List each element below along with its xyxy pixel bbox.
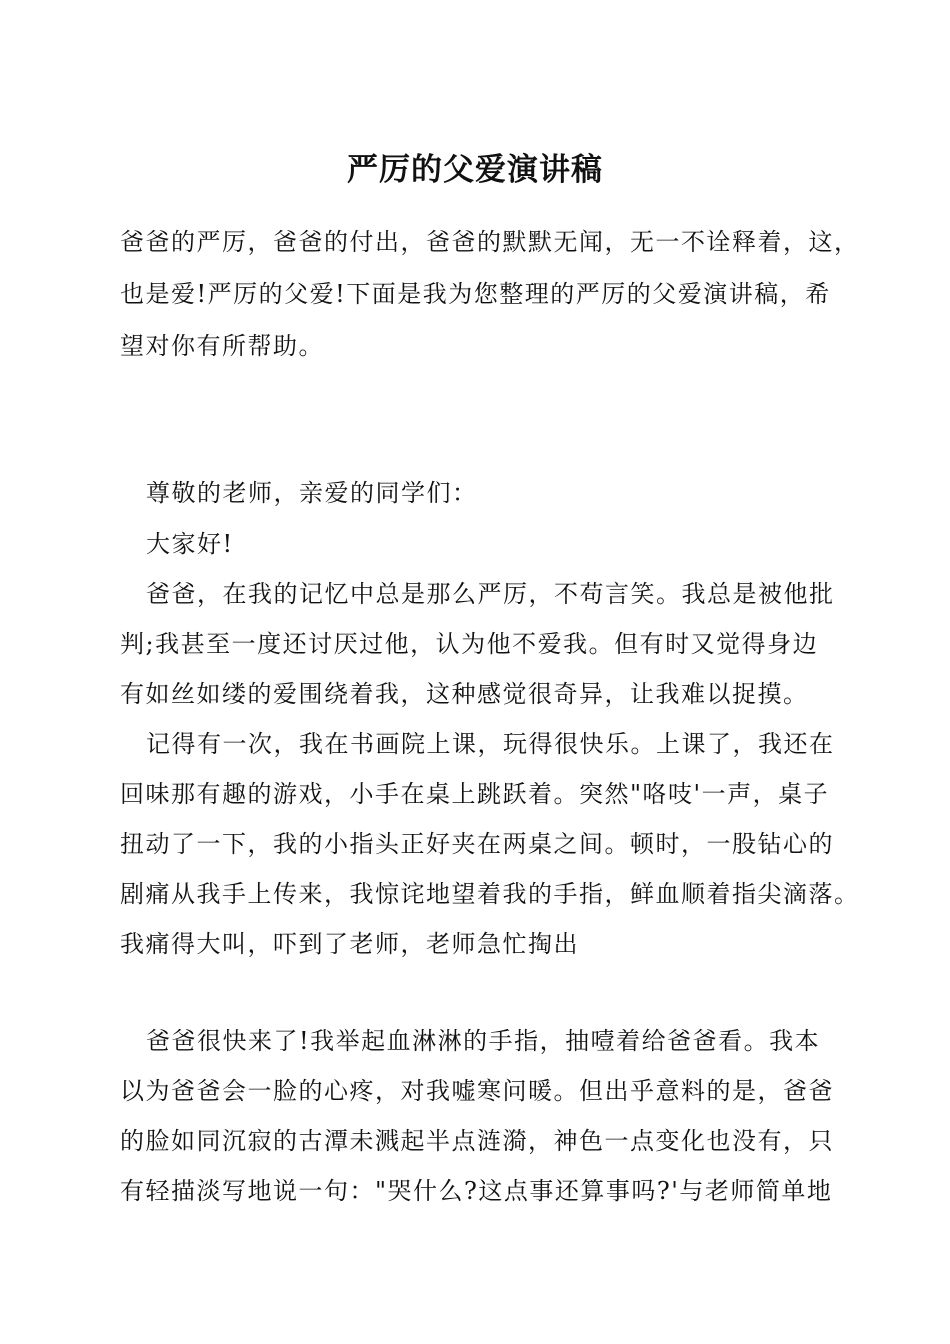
- para1-line-1: 爸爸，在我的记忆中总是那么严厉，不苟言笑。我总是被他批: [146, 580, 835, 608]
- hello-line: 大家好!: [146, 530, 234, 558]
- para3-line-1: 爸爸很快来了!我举起血淋淋的手指，抽噎着给爸爸看。我本: [146, 1027, 821, 1055]
- para3-line-4: 有轻描淡写地说一句："哭什么?这点事还算事吗?'与老师简单地: [120, 1177, 833, 1205]
- para2-line-3: 扭动了一下，我的小指头正好夹在两桌之间。顿时，一股钻心的: [120, 830, 834, 858]
- para3-line-2: 以为爸爸会一脸的心疼，对我嘘寒问暖。但出乎意料的是，爸爸: [120, 1077, 834, 1105]
- para2-line-4: 剧痛从我手上传来，我惊诧地望着我的手指，鲜血顺着指尖滴落。: [120, 880, 860, 908]
- para2-line-5: 我痛得大叫，吓到了老师，老师急忙掏出: [120, 930, 579, 958]
- greeting-line: 尊敬的老师，亲爱的同学们：: [146, 479, 478, 507]
- intro-line-1: 爸爸的严厉，爸爸的付出，爸爸的默默无闻，无一不诠释着，这，: [120, 228, 860, 256]
- para3-line-3: 的脸如同沉寂的古潭未溅起半点涟漪，神色一点变化也没有，只: [120, 1127, 834, 1155]
- para1-line-3: 有如丝如缕的爱围绕着我，这种感觉很奇异，让我难以捉摸。: [120, 680, 809, 708]
- para2-line-2: 回味那有趣的游戏，小手在桌上跳跃着。突然"咯吱'一声，桌子: [120, 780, 830, 808]
- intro-line-3: 望对你有所帮助。: [120, 332, 324, 360]
- document-title: 严厉的父爱演讲稿: [347, 152, 603, 188]
- intro-line-2: 也是爱!严厉的父爱!下面是我为您整理的严厉的父爱演讲稿，希: [120, 280, 831, 308]
- para1-line-2: 判;我甚至一度还讨厌过他，认为他不爱我。但有时又觉得身边: [120, 630, 819, 658]
- para2-line-1: 记得有一次，我在书画院上课，玩得很快乐。上课了，我还在: [146, 730, 835, 758]
